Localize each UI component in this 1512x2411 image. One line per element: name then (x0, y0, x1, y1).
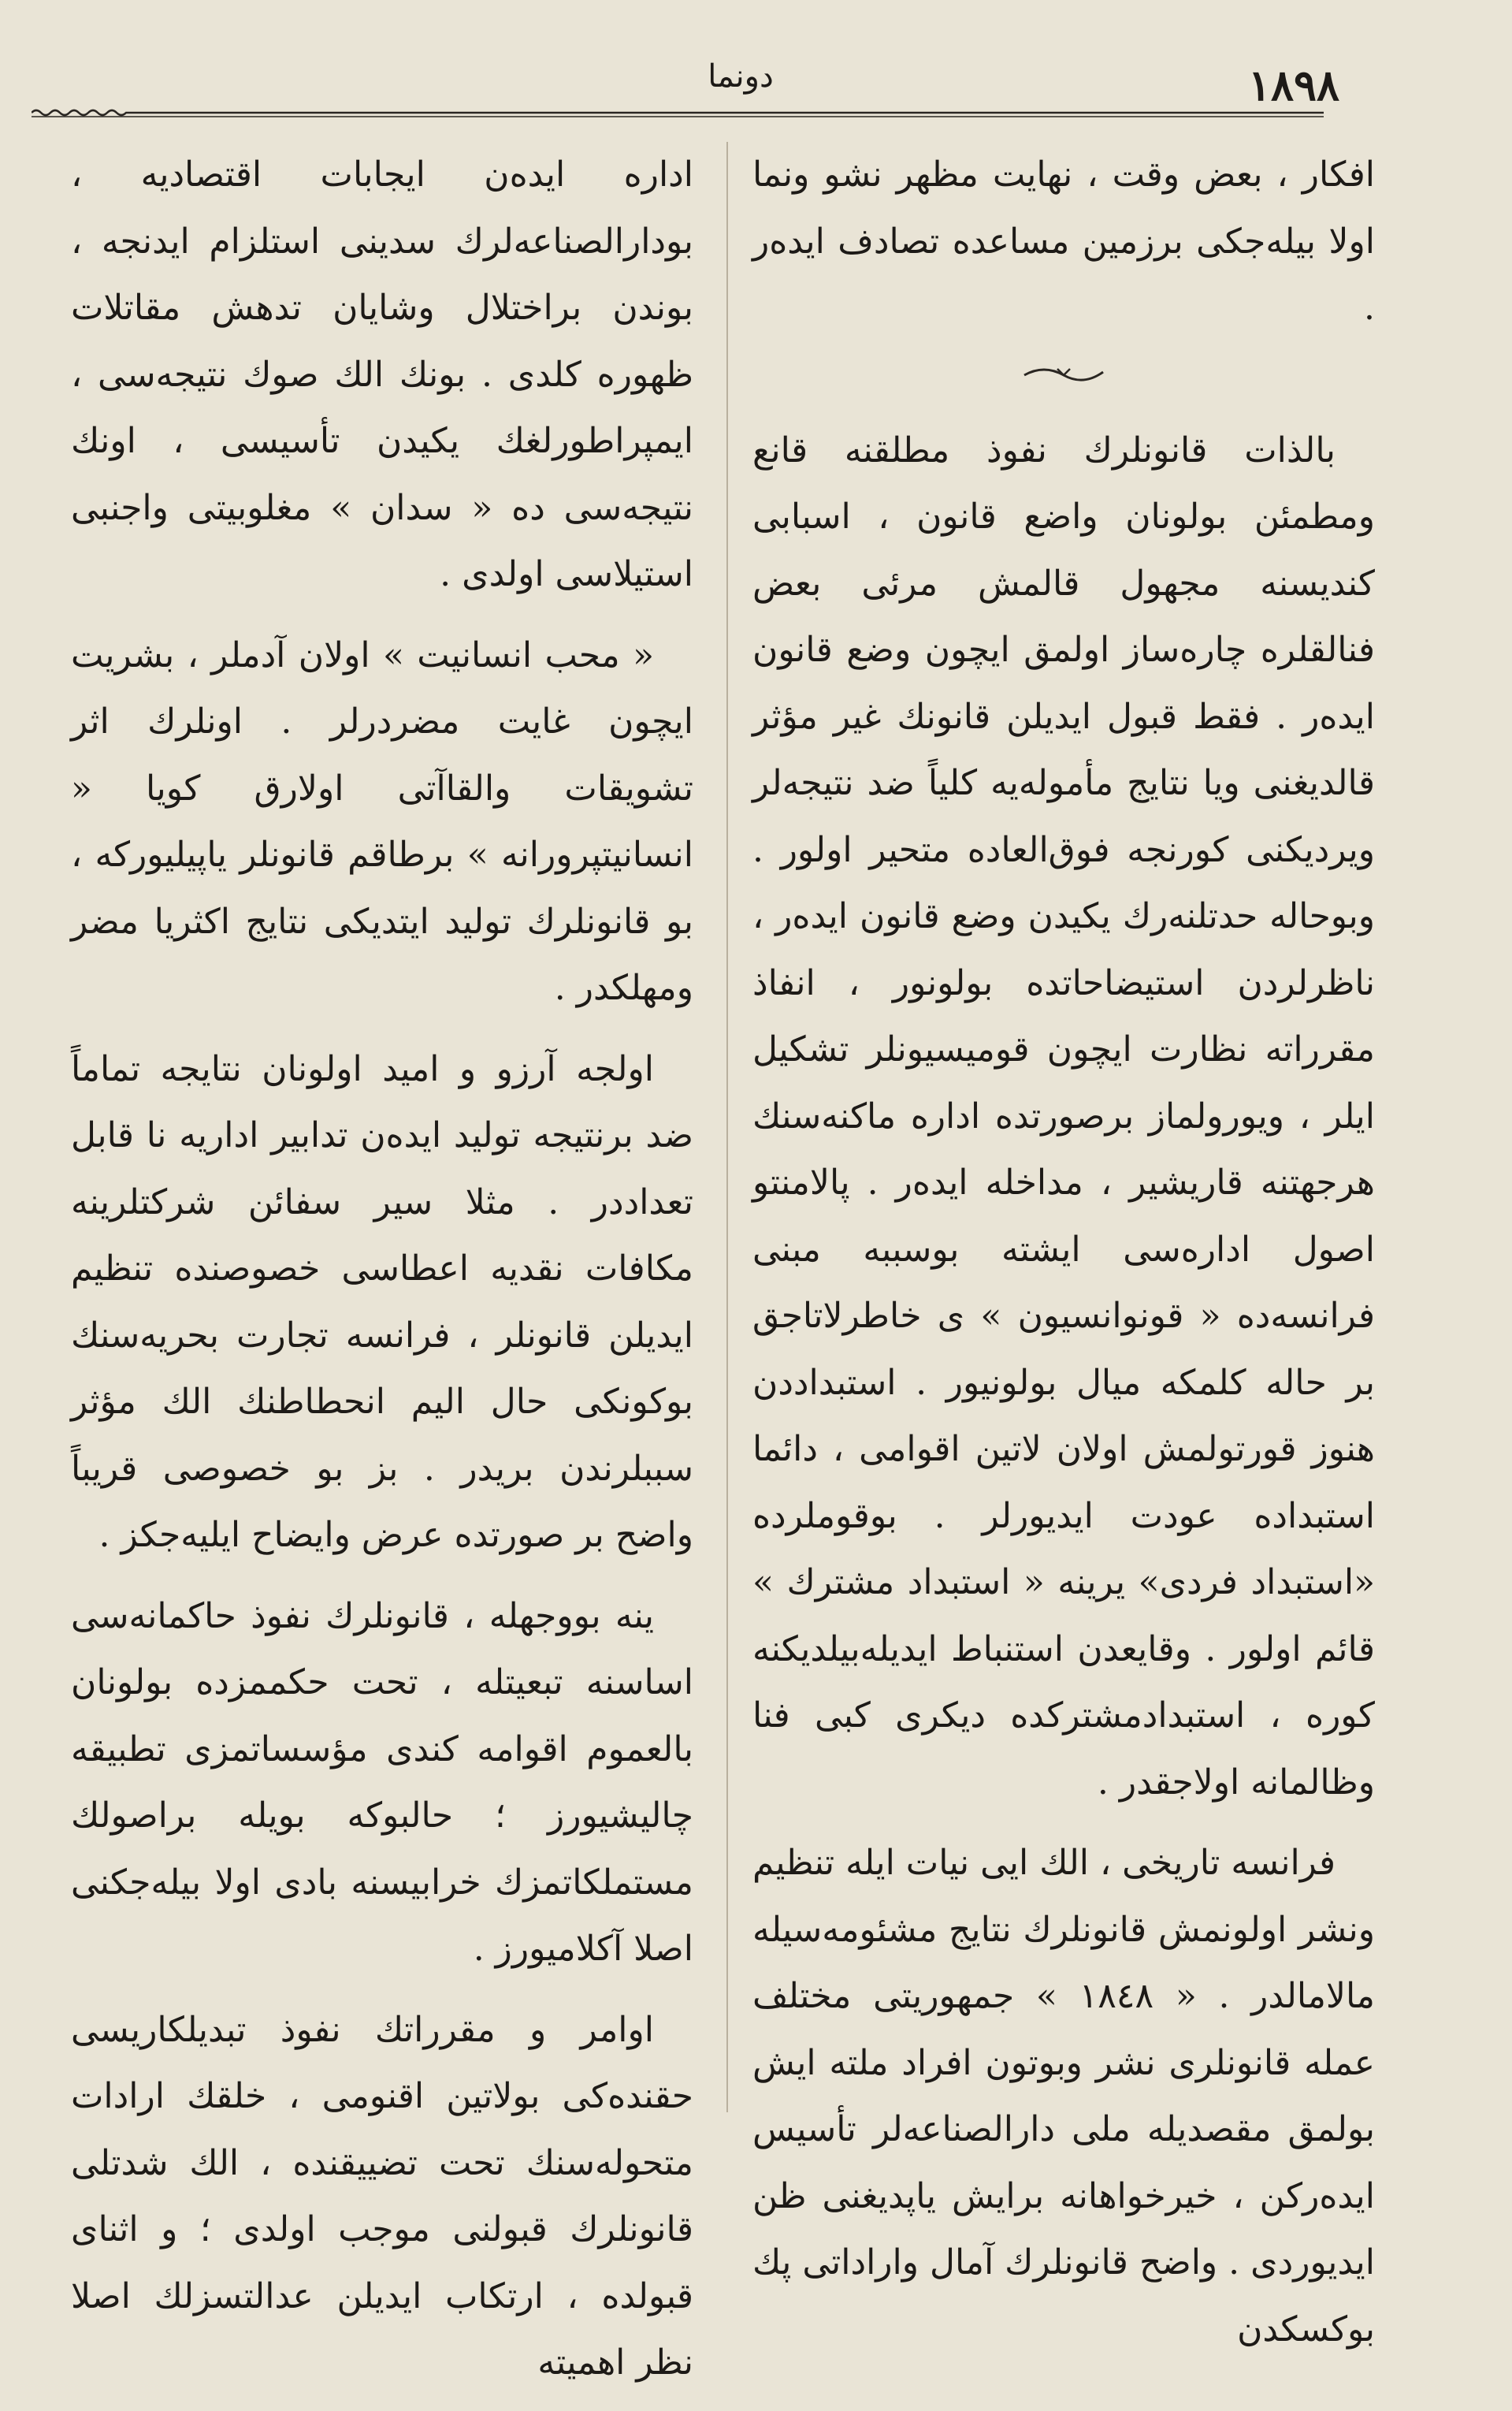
header-rule (32, 107, 1324, 118)
section-ornament-icon (1016, 358, 1111, 389)
paragraph: اولجه آرزو و امید اولونان نتایجه تماماً ضد برنتیجه تولید ایده‌ن تدابیر اداریه نا قابل تعداددر . مثلا سیر سفائن شرکتلرینه مکافات نقدیه اعطاسی خصوصنده تنظیم ایدیلن قانونلر ، فرانسه تجارت بحریه‌سنك بوکونکی حال الیم انحطاطنك الك مؤثر سببلرندن بریدر . بز بو خصوصی قریباً واضح بر صورتده عرض وایضاح ایلیه‌جکز . (71, 1048, 693, 1555)
paragraph: بالذات قانونلرك نفوذ مطلقنه قانع ومطمئن بولونان واضع قانون ، اسبابی کندیسنه مجهول قالمش مرئی بعض فنالقلره چاره‌ساز اولمق ایچون وضع قانون ایدەر . فقط قبول ایدیلن قانونك غیر مؤثر قالدیغنی ویا نتایج مأموله‌یه کلیاً ضد نتیجه‌لر ویردیکنی کورنجه فوق‌العاده متحیر اولور . وبوحاله حدتلنه‌رك یکیدن وضع قانون ایدەر ، ناظرلردن استیضاحاتده بولونور ، انفاذ مقرراته نظارت ایچون قومیسیونلر تشکیل ایلر ، ویورولماز برصورتده اداره ماکنه‌سنك هرجهتنه قاریشیر ، مداخله ایدەر . پالامنتو اصول اداره‌سی ایشته بوسببه مبنی فرانسه‌ده « قونوانسیون » ی خاطرلاتاجق بر حاله کلمکه میال بولونیور . استبداددن هنوز قورتولمش اولان لاتین اقوامی ، دائما استبداده عودت ایدیورلر . بوقوملرده «استبداد فردی» یرینه « استبداد مشترك » قائم اولور . وقایعدن استنباط ایدیله‌بیلدیکنه کوره ، استبدادمشترکده دیکری کبی فنا وظالمانه اولاجقدر . (752, 430, 1375, 1803)
paragraph: اوامر و مقرراتك نفوذ تبدیلکاریسی حقنده‌کی بولاتین اقنومی ، خلقك ارادات متحوله‌سنك تحت تضییقنده ، الك شدتلی قانونلرك قبولنی موجب اولدی ؛ و اثنای قبولده ، ارتکاب ایدیلن عدالتسزلك اصلا نظر اهمیته (71, 2009, 693, 2383)
right-column (752, 142, 1375, 2377)
paragraph: فرانسه تاریخی ، الك ایی نیات ایله تنظیم ونشر اولونمش قانونلرك نتایج مشئومه‌سیله مالامالدر . « ١٨٤٨ » جمهوریتی مختلف عمله قانونلری نشر وبوتون افراد ملته ایش بولمق مقصدیله ملی دارالصناعه‌لر تأسیس ایده‌رکن ، خیرخواهانه برایش یاپدیغنی ظن ایدیوردی . واضح قانونلرك آمال واراداتی پك بوکسکدن (752, 1843, 1375, 2350)
paragraph: ینه بووجهله ، قانونلرك نفوذ حاکمانه‌سی اساسنه تبعیتله ، تحت حکممزده بولونان بالعموم اقوامه کندی مؤسساتمزی تطبیقه چالیشیورز ؛ حالبوکه بویله براصولك مستملکاتمزك خرابیسنه بادی اولا بیله‌جکنی اصلا آکلامیورز . (71, 1595, 693, 1969)
running-head: دونما (708, 58, 774, 95)
paragraph: افکار ، بعض وقت ، نهایت مظهر نشو ونما اولا بیله‌جکی برزمین مساعده تصادف ایدەر . (752, 154, 1375, 328)
paragraph: اداره ایده‌ن ایجابات اقتصادیه ، بودارالصناعه‌لرك سدینی استلزام ایدنجه ، بوندن براختلال وشایان تدهش مقاتلات ظهوره کلدی . بونك الك صوك نتیجه‌سی ، ایمپراطورلغك یکیدن تأسیسی ، اونك نتیجه‌سی ده « سدان » مغلوبیتی واجنبی استیلاسی اولدی . (71, 154, 693, 594)
column-divider (726, 142, 728, 2112)
paragraph: « محب انسانیت » اولان آدملر ، بشریت ایچون غایت مضردرلر . اونلرك اثر تشویقات والقاآتی اولارق کویا « انسانیتپرورانه » برطاقم قانونلر یاپیلیورکه ، بو قانونلرك تولید ایتدیکی نتایج اکثریا مضر ومهلکدر . (71, 634, 693, 1008)
page-number: ١٨٩٨ (1247, 60, 1339, 110)
left-column (71, 142, 693, 2411)
